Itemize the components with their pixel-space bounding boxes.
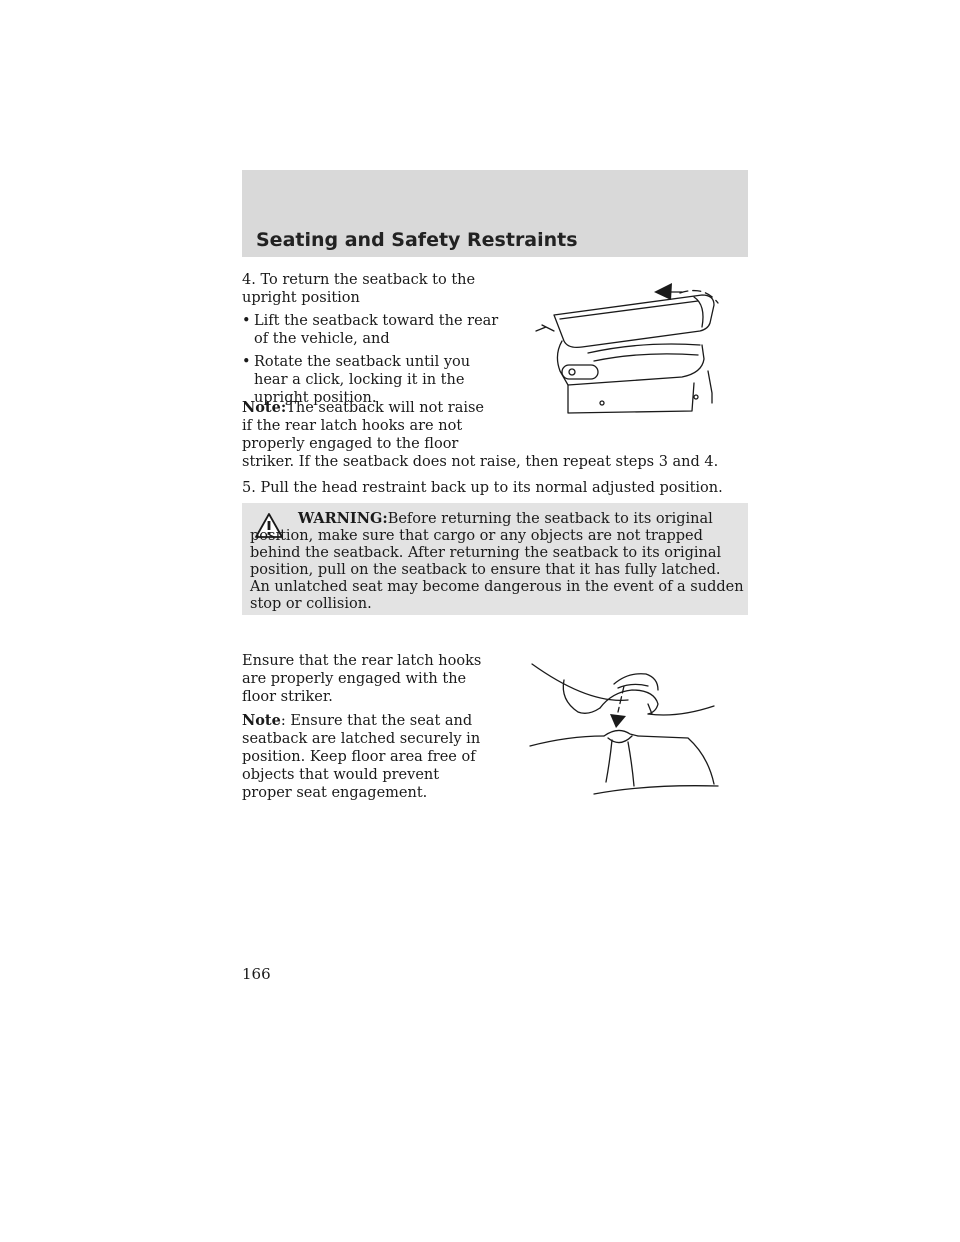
note-text: The seatback will not raise if the rear latch hooks are not properly engaged to the floor striker. If the seatback does not raise, then repeat steps 3 and 4. [242,400,719,470]
bullet-text: Rotate the seatback until you hear a click, locking it in the upright position. [254,354,471,406]
step4-intro: 4. To return the seatback to the upright position [242,272,476,306]
step5-text: 5. Pull the head restraint back up to its normal adjusted position. [242,480,723,496]
step4-block [242,271,507,412]
latch-note [242,712,487,802]
warning-body: Before returning the seatback to its original position, make sure that cargo or any objects are not trapped behind the seatback. After returning the seatback to its original position, pull on the seatback to ensure that it has fully latched. An unlatched seat may become dangerous in the event of a sudden stop or collision. [250,511,744,612]
section-title: Seating and Safety Restraints [256,229,578,251]
warning-label: WARNING: [298,510,388,527]
bullet-text: Lift the seatback toward the rear of the vehicle, and [254,313,499,347]
latch-text: Ensure that the rear latch hooks are properly engaged with the floor striker. [242,653,482,705]
latch-hook-striker-illustration [528,660,728,796]
seatback-rotate-illustration [532,275,732,423]
header-band [242,170,748,257]
note-label: Note: [242,399,287,416]
bullet-dot: • [242,354,251,370]
latch-note-text: : Ensure that the seat and seatback are latched securely in position. Keep floor area free of objects that would prevent proper seat engagement. [242,713,481,801]
latch-note-label: Note [242,712,281,729]
page-number: 166 [242,965,271,983]
bullet-item [242,312,507,348]
warning-box [242,503,748,615]
bullet-dot: • [242,313,251,329]
warning-text [250,510,744,613]
latch-block [242,652,487,802]
